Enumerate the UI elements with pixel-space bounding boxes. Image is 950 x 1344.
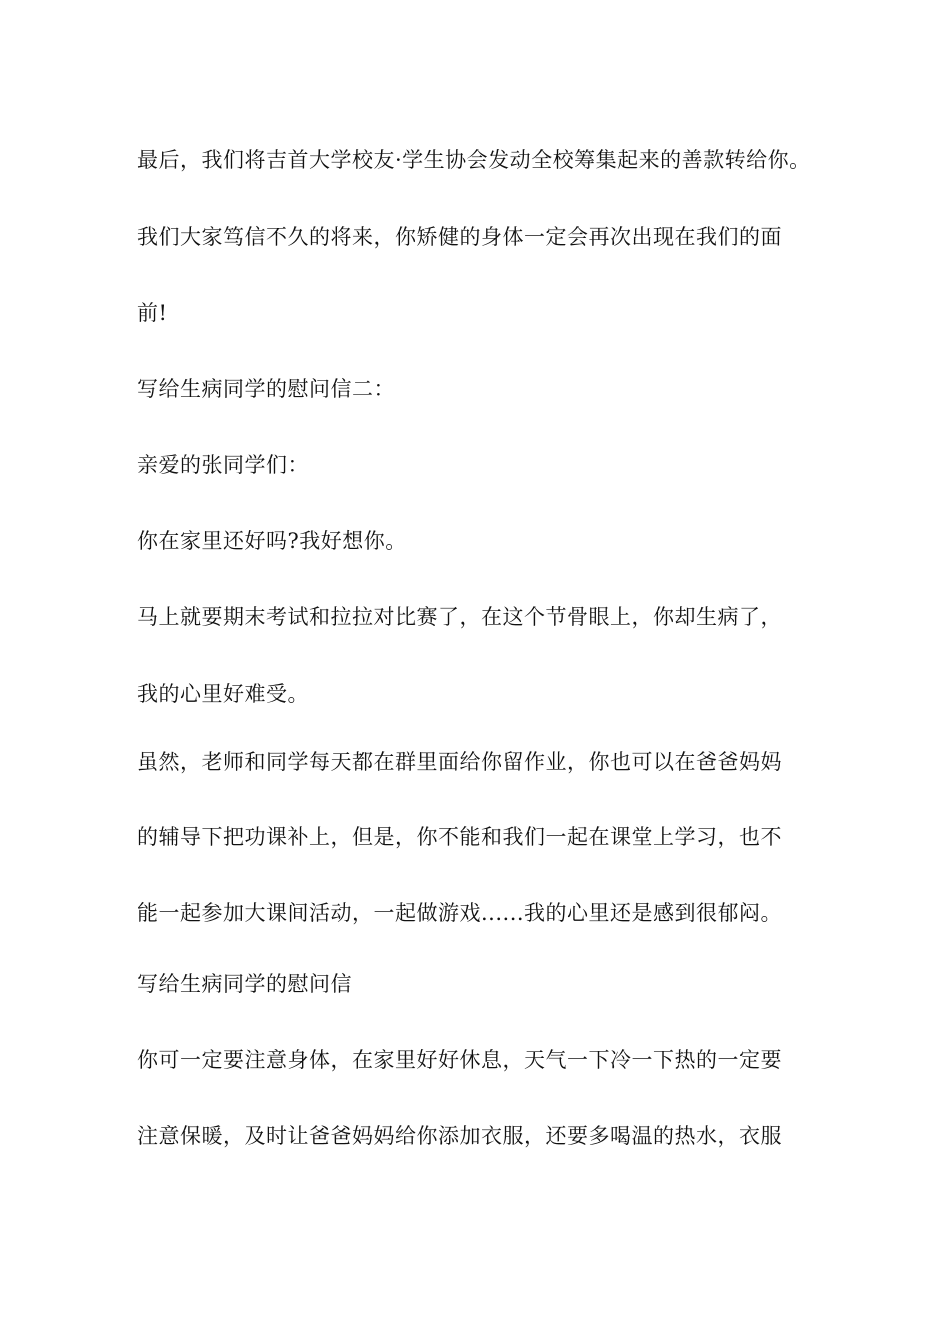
- text-line-11: 能一起参加大课间活动，一起做游戏......我的心里还是感到很郁闷。: [137, 901, 783, 925]
- text-line-10: 的辅导下把功课补上，但是，你不能和我们一起在课堂上学习，也不: [137, 825, 782, 849]
- text-line-9: 虽然，老师和同学每天都在群里面给你留作业，你也可以在爸爸妈妈: [137, 750, 782, 774]
- text-line-6: 你在家里还好吗?我好想你。: [137, 529, 407, 553]
- text-line-3: 前!: [137, 301, 168, 325]
- letter-title: 写给生病同学的慰问信: [137, 972, 352, 996]
- text-line-2: 我们大家笃信不久的将来，你矫健的身体一定会再次出现在我们的面: [137, 225, 782, 249]
- text-line-1: 最后，我们将吉首大学校友·学生协会发动全校筹集起来的善款转给你。: [137, 148, 811, 172]
- text-line-14: 注意保暖，及时让爸爸妈妈给你添加衣服，还要多喝温的热水，衣服: [137, 1124, 782, 1148]
- text-line-13: 你可一定要注意身体，在家里好好休息，天气一下冷一下热的一定要: [137, 1048, 782, 1072]
- salutation: 亲爱的张同学们：: [137, 453, 309, 477]
- section-heading: 写给生病同学的慰问信二：: [137, 377, 395, 401]
- text-line-7: 马上就要期末考试和拉拉对比赛了，在这个节骨眼上，你却生病了，: [137, 605, 782, 629]
- text-line-8: 我的心里好难受。: [137, 682, 309, 706]
